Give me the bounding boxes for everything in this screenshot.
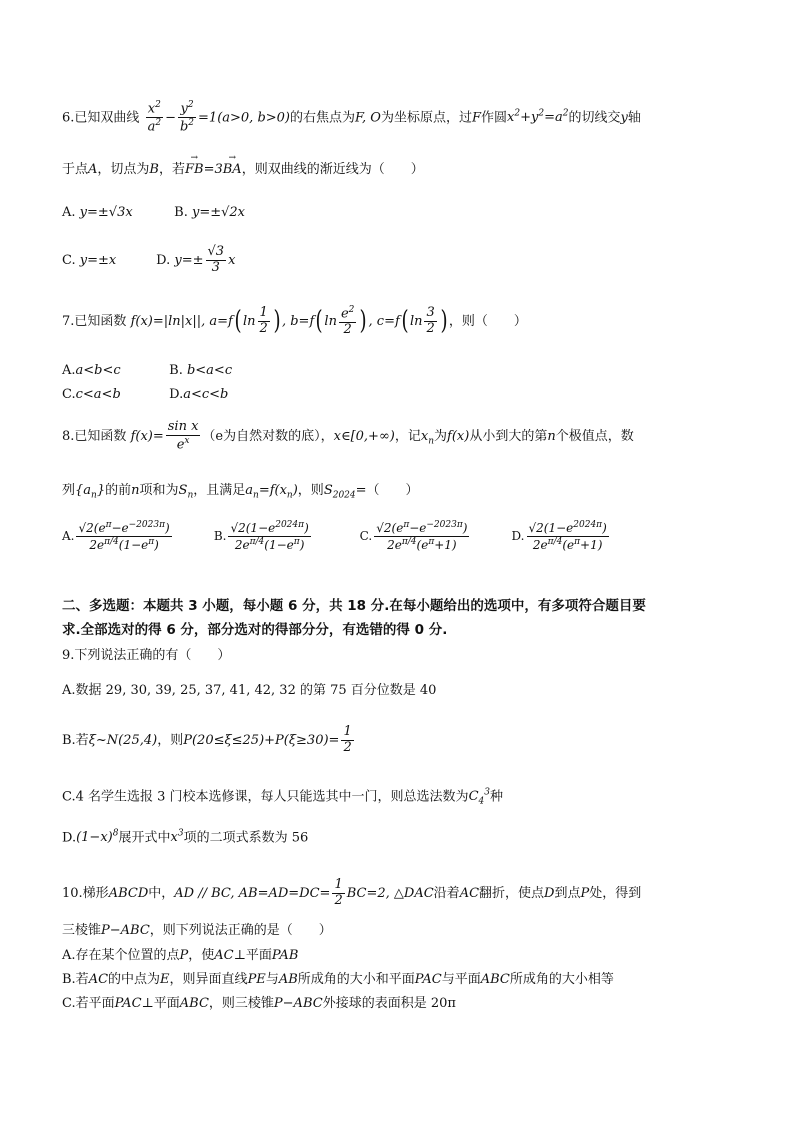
q10-option-a[interactable]: A.存在某个位置的点P，使AC⊥平面PAB — [62, 948, 299, 963]
q9-option-b[interactable]: B.若ξ~N(25,4)，则P(20≤ξ≤25)+P(ξ≥30)= $\frac{1}{2}$ — [62, 724, 352, 755]
q9-option-c[interactable]: C.4 名学生选报 3 门校本选修课，每人只能选其中一门，则总选法数为$C_4^3$种 — [62, 788, 503, 807]
q8-options — [62, 520, 611, 553]
q6-option-b[interactable]: B. y=±√2x — [174, 205, 245, 220]
q8-option-b[interactable]: B. $\frac{√2(1-e^{2024\pi})}{2e^{\pi/4}(1-e^\pi)}$ — [213, 520, 309, 552]
q7-stem: 7.已知函数 f(x)=|ln|x||, a=f( ln $\frac{1}{2}$ ) , b=f( ln $\frac{e^2}{2}$ ) , c=f( ln $\frac{3}{2}$ ) ，则（ ） — [62, 305, 527, 338]
section2-title-line1: 二、多选题：本题共 3 小题，每小题 6 分，共 18 分.在每小题给出的选项中，有多项符合题目要 — [62, 598, 646, 614]
q10-line2: 三棱锥P−ABC，则下列说法正确的是（ ） — [62, 923, 332, 938]
q8-option-a[interactable]: A. $\frac{√2(e^\pi-e^{-2023\pi})}{2e^{\pi/4}(1-e^\pi)}$ — [62, 520, 170, 552]
hyperbola-term-y: $\frac{y^2}{b^2}$ — [179, 100, 195, 135]
q7-option-c[interactable]: C.c<a<b — [62, 387, 121, 402]
q8-option-d[interactable]: D. $\frac{√2(1-e^{2024\pi})}{2e^{\pi/4}(e^\pi+1)}$ — [511, 520, 607, 552]
q10-line1: 10.梯形ABCD中，AD // BC, AB=AD=DC= $\frac{1}{2}$ BC=2, △DAC沿着AC翻折，使点D到点P处，得到 — [62, 877, 642, 908]
q6-options-cd — [62, 245, 235, 276]
q8-option-c[interactable]: C. $\frac{√2(e^\pi-e^{-2023\pi})}{2e^{\pi/4}(e^\pi+1)}$ — [359, 520, 468, 552]
q9-option-a[interactable]: A.数据 29, 30, 39, 25, 37, 41, 42, 32 的第 75 百分位数是 40 — [62, 683, 437, 698]
q10-option-b[interactable]: B.若AC的中点为E，则异面直线PE与AB所成角的大小和平面PAC与平面ABC所成角的大小相等 — [62, 972, 614, 987]
hyperbola-term-x: $\frac{x^2}{a^2}$ — [147, 100, 162, 135]
section2-title-line2: 求.全部选对的得 6 分，部分选对的得部分分，有选错的得 0 分. — [62, 622, 448, 638]
q6-options-ab — [62, 205, 245, 221]
q6-line2: 于点A，切点为B，若→ FB=3→ BA，则双曲线的渐近线为（ ） — [62, 162, 424, 178]
q7-option-b[interactable]: B. b<a<c — [169, 363, 233, 378]
q9-stem: 9.下列说法正确的有（ ） — [62, 648, 231, 663]
q7-options-ab — [62, 363, 232, 379]
q6-option-c[interactable]: C. y=±x — [62, 252, 117, 268]
q9-option-d[interactable]: $D.(1-x)^8$展开式中$x^3$项的二项式系数为 56 — [62, 829, 309, 846]
q8-line2: 列$\{a_n\}$的前n项和为$S_n$，且满足$a_n=f(x_n)$，则$S_{2024}=$（ ） — [62, 483, 419, 501]
q7-option-d[interactable]: D.a<c<b — [169, 387, 229, 402]
q6-option-d[interactable]: D. y=± $\frac{√3}{3}$ x — [156, 244, 236, 275]
q8-line1: 8.已知函数 f(x)= $\frac{\text{sin x}}{e^x}$ （e为自然对数的底），x∈[0,+∞)，记$x_n$为f(x)从小到大的第n个极值点，数 — [62, 419, 634, 453]
q7-options-cd — [62, 387, 228, 403]
q7-option-a[interactable]: A.a<b<c — [62, 363, 121, 378]
q10-option-c[interactable]: C.若平面PAC⊥平面ABC，则三棱锥P−ABC外接球的表面积是 20π — [62, 996, 456, 1011]
q6-line1: 6.已知双曲线 $\frac{x^2}{a^2}$ − $\frac{y^2}{b^2}$ =1(a>0, b>0)的右焦点为F, O为坐标原点，过F作圆$x^2+y^2=a^2$的切线交y轴 — [62, 100, 641, 135]
q6-option-a[interactable]: A. y=±√3x — [62, 205, 133, 220]
